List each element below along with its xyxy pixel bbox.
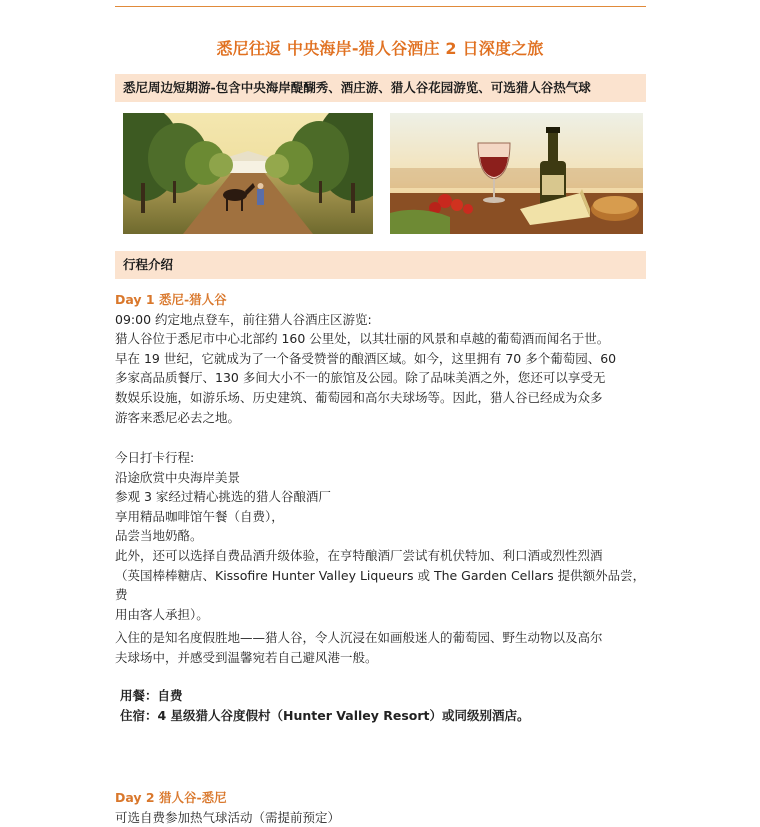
checkin-line: 品尝当地奶酪。 (115, 528, 203, 544)
day2-block (115, 788, 655, 827)
day1-line: 多家高品质餐厅、130 多间大小不一的旅馆及公园。除了品味美酒之外，您还可以享受无 (115, 370, 606, 386)
stay-line: 入住的是知名度假胜地——猎人谷，令人沉浸在如画般迷人的葡萄园、野生动物以及高尔 (115, 630, 603, 645)
checkin-line: （英国棒棒糖店、Kissofire Hunter Valley Liqueurs 或 The Garden Cellars 提供额外品尝，费 (115, 567, 646, 603)
itinerary-section-header: 行程介绍 (115, 251, 646, 279)
checkin-line: 用由客人承担）。 (115, 606, 209, 622)
wine-cheese-photo (390, 113, 643, 234)
checkin-line: 此外，还可以选择自费品酒升级体验，在亨特酿酒厂尝试有机伏特加、利口酒或烈性烈酒 (115, 547, 603, 563)
checkin-line: 沿途欣赏中央海岸美景 (115, 469, 241, 485)
hotel-info: 住宿：4 星级猎人谷度假村（Hunter Valley Resort）或同级别酒店。 (120, 707, 530, 723)
tour-subtitle-bar: 悉尼周边短期游-包含中央海岸醍醐秀、酒庄游、猎人谷花园游览、可选猎人谷热气球 (115, 74, 646, 102)
day1-meals-block (115, 686, 655, 725)
day1-line: 09:00 约定地点登车，前往猎人谷酒庄区游览: (115, 311, 372, 327)
day1-checkin-block (115, 448, 655, 624)
meals-info: 用餐：自费 (120, 688, 183, 703)
day2-line: 可选自费参加热气球活动（需提前预定） (115, 809, 341, 825)
day1-line: 早在 19 世纪，它就成为了一个备受赞誉的酿酒区域。如今，这里拥有 70 多个葡萄园、60 (115, 350, 617, 366)
checkin-line: 享用精品咖啡馆午餐（自费）， (115, 508, 284, 524)
day1-line: 游客来悉尼必去之地。 (115, 409, 241, 425)
day1-block (115, 290, 655, 427)
stay-line: 夫球场中，并感受到温馨宛若自己避风港一般。 (115, 649, 378, 665)
vineyard-avenue-photo (123, 113, 373, 234)
day1-line: 数娱乐设施，如游乐场、历史建筑、葡萄园和高尔夫球场等。因此，猎人谷已经成为众多 (115, 389, 603, 405)
day1-stay-block (115, 628, 655, 667)
top-divider (115, 6, 646, 7)
checkin-line: 参观 3 家经过精心挑选的猎人谷酿酒厂 (115, 489, 331, 505)
day2-heading: Day 2 猎人谷-悉尼 (115, 790, 227, 805)
page-title: 悉尼往返 中央海岸-猎人谷酒庄 2 日深度之旅 (216, 39, 544, 58)
day1-line: 猎人谷位于悉尼市中心北部约 160 公里处，以其壮丽的风景和卓越的葡萄酒而闻名于世。 (115, 331, 610, 347)
day1-heading: Day 1 悉尼-猎人谷 (115, 292, 227, 307)
checkin-line: 今日打卡行程: (115, 450, 195, 465)
